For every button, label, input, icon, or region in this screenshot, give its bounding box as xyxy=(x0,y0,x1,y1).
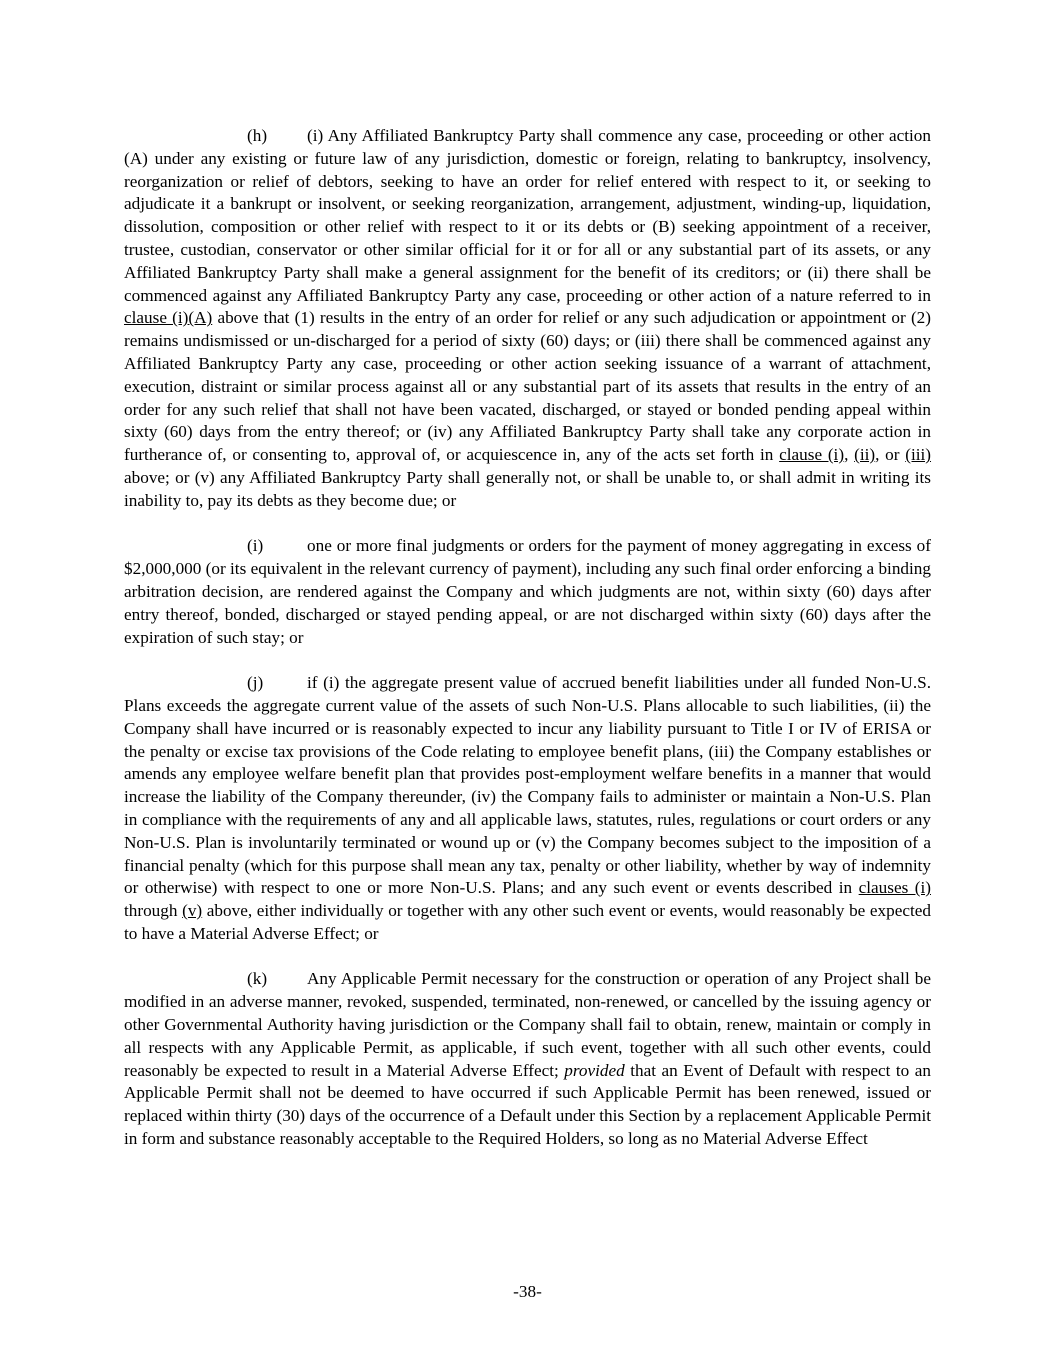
paragraph-label: (i) xyxy=(247,536,264,556)
paragraph-h xyxy=(124,125,931,513)
paragraph-text: above, either individually or together with any other such event or events, would reasonably be expected to have a Material Adverse Effect; or xyxy=(124,901,932,943)
paragraph-text: that an Event of Default with respect to an Applicable Permit shall not be deemed to have occurred if such Applicable Permit has been renewed, issued or replaced within thirty (30) days of the occurrence of a Default under this Section by a replacement Applicable Permit in form and substance reasonably acceptable to the Required Holders, so long as no Material Adverse Effect xyxy=(124,1060,931,1149)
paragraph-text: through xyxy=(124,901,183,921)
paragraph-text: one or more final judgments or orders for the payment of money aggregating in excess of $2,000,000 (or its equivalent in the relevant currency of payment), including any such final order enforcing a binding arbitration decision, are rendered against the Company and which judgments are not, within sixty (60) days after entry thereof, bonded, discharged or stayed pending appeal, or are not discharged within sixty (60) days after the expiration of such stay; or xyxy=(124,536,931,647)
paragraph-text: Any Applicable Permit necessary for the construction or operation of any Project shall be modified in an adverse manner, revoked, suspended, terminated, non-renewed, or cancelled by the issuing agency or other Governmental Authority having jurisdiction or the Company shall fail to obtain, renew, maintain or comply in all respects with any Applicable Permit, as applicable, if such event, together with all such other events, could reasonably be expected to result in a Material Adverse Effect; xyxy=(124,969,931,1080)
paragraph-i xyxy=(124,535,931,649)
clause-reference: (iii) xyxy=(905,445,932,465)
paragraph-j xyxy=(124,672,931,946)
paragraph-label: (h) xyxy=(247,126,268,145)
document-body xyxy=(124,125,931,1174)
emphasis-text: provided xyxy=(564,1060,625,1080)
paragraph-label: (j) xyxy=(247,673,264,693)
paragraph-text: above that (1) results in the entry of an order for relief or any such adjudication or appointment or (2) remains undismissed or un-discharged for a period of sixty (60) days; or (iii) there shall be commenced against any Affiliated Bankruptcy Party any case, proceeding or other action seeking issuance of a warrant of attachment, execution, distraint or similar process against all or any substantial part of its assets that results in the entry of an order for any such relief that shall not have been vacated, discharged, or stayed or bonded pending appeal within sixty (60) days from the entry thereof; or (iv) any Affiliated Bankruptcy Party shall take any corporate action in furtherance of, or consenting to, approval of, or acquiescence in, any of the acts set forth in xyxy=(124,308,931,465)
paragraph-text: , xyxy=(844,445,855,465)
clause-reference: (ii) xyxy=(854,445,876,465)
clause-reference: clauses (i) xyxy=(858,878,931,898)
clause-reference: clause (i) xyxy=(779,445,845,465)
paragraph-label: (k) xyxy=(247,969,268,989)
paragraph-text: if (i) the aggregate present value of accrued benefit liabilities under all funded Non-U.S. Plans exceeds the aggregate current value of the assets of such Non-U.S. Plans allocable to such liabilities, (ii) the Company shall have incurred or is reasonably expected to incur any liability pursuant to Title I or IV of ERISA or the penalty or excise tax provisions of the Code relating to employee benefit plans, (iii) the Company establishes or amends any employee welfare benefit plan that provides post-employment welfare benefits in a manner that would increase the liability of the Company thereunder, (iv) the Company fails to administer or maintain a Non-U.S. Plan in compliance with the requirements of any and all applicable laws, statutes, rules, regulations or court orders or any Non-U.S. Plan is involuntarily terminated or wound up or (v) the Company becomes subject to the imposition of a financial penalty (which for this purpose shall mean any tax, penalty or other liability, whether by way of indemnity or otherwise) with respect to one or more Non-U.S. Plans; and any such event or events described in xyxy=(124,673,931,898)
clause-reference: (v) xyxy=(182,901,203,921)
paragraph-text: (i) Any Affiliated Bankruptcy Party shall commence any case, proceeding or other action (A) under any existing or future law of any jurisdiction, domestic or foreign, relating to bankruptcy, insolvency, reorganization or relief of debtors, seeking to have an order for relief entered with respect to it, or seeking to adjudicate it a bankrupt or insolvent, or seeking reorganization, arrangement, adjustment, winding-up, liquidation, dissolution, composition or other relief with respect to it or its debts or (B) seeking appointment of a receiver, trustee, custodian, conservator or other similar official for it or for all or any substantial part of its assets, or any Affiliated Bankruptcy Party shall make a general assignment for the benefit of its creditors; or (ii) there shall be commenced against any Affiliated Bankruptcy Party any case, proceeding or other action of a nature referred to in xyxy=(124,126,931,305)
clause-reference: clause (i)(A) xyxy=(124,308,213,328)
page-number: -38- xyxy=(513,1282,542,1301)
paragraph-k xyxy=(124,968,931,1150)
paragraph-text: , or xyxy=(875,445,906,465)
paragraph-text: above; or (v) any Affiliated Bankruptcy Party shall generally not, or shall be unable to, or shall admit in writing its inability to, pay its debts as they become due; or xyxy=(124,467,931,510)
